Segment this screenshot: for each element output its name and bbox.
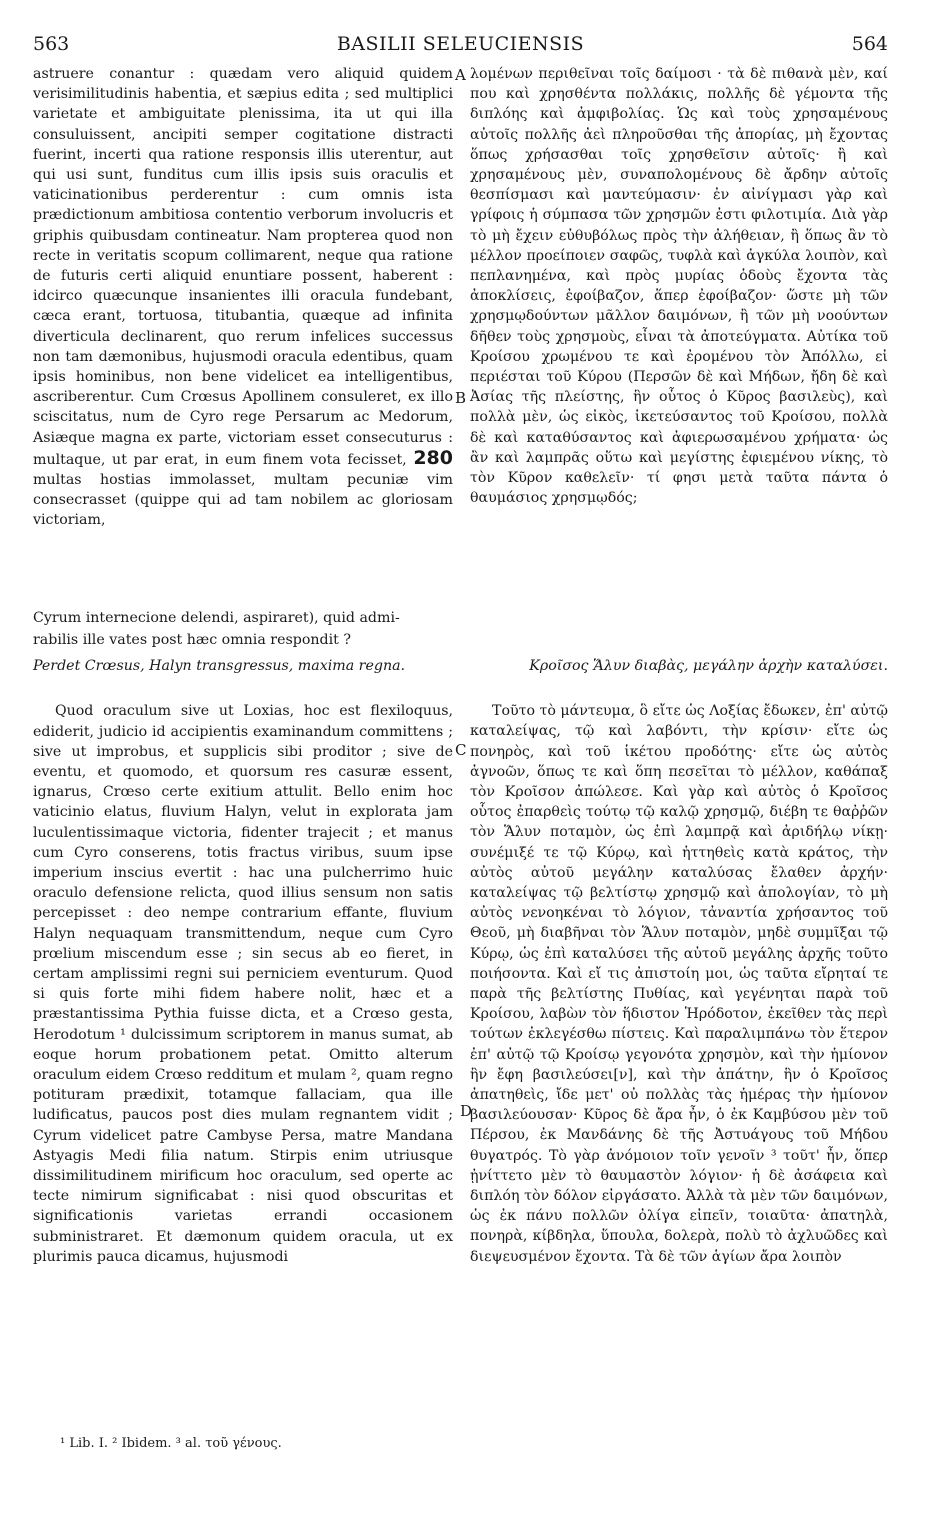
latin-column-lower [33,630,453,1267]
margin-marker-b: B [455,389,467,407]
page-number-left: 563 [33,33,70,55]
greek-paragraph-1: λομένων περιθεῖναι τοῖς δαίμοσι · τὰ δὲ πιθανὰ μὲν, καί που καὶ χρησθέντα πολλάκις, πολλῆς δὲ γέμοντα τῆς διπλόης καὶ ἀμφιβολίας. Ὡς καὶ τοὺς χρησαμένους αὐτοῖς πολλῆς ἀεὶ πληροῦσθαι τῆς ἀπορίας, μὴ ἔχοντας ὅπως χρήσασθαι τοῖς χρησθεῖσιν αὐτοῖς· ἢ καὶ χρησαμένους μὲν, συναπολομένους δὲ ἄρδην αὐτοῖς θεσπίσμασι καὶ μαντεύμασιν· ἐν αἰνίγμασι γὰρ καὶ γρίφοις ἡ σύμπασα τῶν χρησμῶν ἐστι φιλοτιμία. Διὰ γὰρ τὸ μὴ ἔχειν εὐθυβόλως πρὸς τὴν ἀλήθειαν, ἢ ὅπως ἂν τὸ μέλλον προείποιεν σαφῶς, τυφλὰ καὶ ἀγκύλα λοιπὸν, καὶ πεπλανημένα, καὶ πρὸς μυρίας ὁδοὺς ἔχοντα τὰς ἀποκλίσεις, ἐφοίβαζον, ἅπερ ἐφοίβαζον· ὥστε μὴ τῶν χρησμῳδούντων μᾶλλον δαιμόνων, ἢ τῶν μὴ νοούντων δῆθεν τοὺς χρησμοὺς, εἶναι τὰ ἀποτεύγματα. Αὐτίκα τοῦ Κροίσου χρωμένου τε καὶ ἐρομένου τὸν Ἀπόλλω, εἰ περιέσται τοῦ Κύρου (Περσῶν δὲ καὶ Μήδων, ἤδη δὲ καὶ Ἀσίας τῆς πλείστης, ἣν οὗτος ὁ Κῦρος βασιλεὺς), καὶ πολλὰ μὲν, ὡς εἰκὸς, ἱκετεύσαντος τοῦ Κροίσου, πολλὰ δὲ καὶ καταθύσαντος καὶ ἀφιερωσαμένου χρήματα· ὡς ἂν καὶ λαμπρᾶς οὕτω καὶ μεγίστης ἐφιεμένου νίκης, τὸ τὸν Κῦρον καθελεῖν· τί φησι μετὰ ταῦτα πάντα ὁ θαυμάσιος χρησμῳδός; [470,66,888,507]
page-header [33,33,888,63]
greek-column [470,64,888,508]
margin-marker-a: A [455,66,466,84]
column-number: 280 [413,446,453,469]
footnotes: ¹ Lib. I. ² Ibidem. ³ al. τοῦ γένους. [60,1436,282,1451]
latin-paragraph-1 [33,64,453,531]
full-width-line [33,608,888,628]
full-line-text: Cyrum internecione delendi, aspiraret), quid admi- [33,610,400,626]
latin-paragraph-1-end: rabilis ille vates post hæc omnia respondit ? [33,632,351,648]
latin-column [33,64,453,531]
latin-text-1: astruere conantur : quædam vero aliquid quidem verisimilitudinis habentia, et sæpius edita ; sed multiplici varietate et ambiguitate plenissima, ita ut qui illa consuluissent, ancipiti semper cogitatione distracti fuerint, incerti qua ratione responsis illis uterentur, aut qui usi sunt, funditus cum illis ipsis suis oraculis et vaticinationibus perderentur : cum omnis ista prædictionum ambitiosa contentio verborum involucris et griphis quibusdam contineatur. Nam propterea quod non recte in veritatis scopum collimarent, neque qua ratione de futuris certi aliquid enuntiare possent, haberent : idcirco quæcunque insanientes illi oracula fundebant, cæca erant, tortuosa, titubantia, quæque ad infinita diverticula declinarent, quo rerum infelices successus non tam dæmonibus, hujusmodi oracula edentibus, quam ipsis hominibus, non bene videlicet ea intelligentibus, ascriberentur. Cum Crœsus Apollinem consuleret, ex illo sciscitatus, num de Cyro rege Persarum ac Medorum, Asiæque magna ex parte, victoriam esset consecuturus : multaque, ut par erat, in eum finem vota fecisset, [33,66,453,468]
page-number-right: 564 [851,33,888,55]
latin-text-1b: multas hostias immolasset, multam pecuniæ vim consecrasset (quippe qui ad tam nobilem ac gloriosam victoriam, [33,472,453,529]
running-title: BASILII SELEUCIENSIS [336,33,585,55]
greek-paragraph-2: Τοῦτο τὸ μάντευμα, ὃ εἴτε ὡς Λοξίας ἔδωκεν, ἐπ' αὐτῷ καταλείψας, τῷ καὶ λαβόντι, τὴν κρίσιν· εἴτε ὡς πονηρὸς, καὶ τοῦ ἱκέτου προδότης· εἴτε ὡς αὐτὸς ἀγνοῶν, ὅπως τε καὶ ὅπη πεσεῖται τὸ μέλλον, καθάπαξ τὸν Κροῖσον ἀπώλεσε. Καὶ γὰρ καὶ αὐτὸς ὁ Κροῖσος οὗτος ἐπαρθεὶς τούτῳ τῷ καλῷ χρησμῷ, διέβη τε θαῤῥῶν τὸν Ἅλυν ποταμὸν, ὡς ἐπὶ λαμπρᾷ καὶ ἀριδήλῳ νίκῃ· συνέμιξέ τε τῷ Κύρῳ, καὶ ἡττηθεὶς κατὰ κράτος, τὴν αὐτὸς αὐτοῦ μεγάλην καταλύσας ἔλαθεν ἀρχήν· καταλείψας τῷ βελτίστῳ χρησμῷ καὶ ἀπολογίαν, τὸ μὴ αὐτὸς νενοηκέναι τὸ λόγιον, τἀναντία χρήσαντος τοῦ Θεοῦ, μὴ διαβῆναι τὸν Ἅλυν ποταμὸν, μηδὲ συμμῖξαι τῷ Κύρῳ, ὡς ἐπὶ καταλύσει τῆς αὐτοῦ μεγάλης ἀρχῆς τοῦτο ποιήσοντα. Καὶ εἴ τις ἀπιστοίη μοι, ὡς ταῦτα εἴρηταί τε παρὰ τῆς βελτίστης Πυθίας, καὶ γεγένηται παρὰ τοῦ Κροίσου, λαβὼν τὸν ἥδιστον Ἡρόδοτον, ἐκεῖθεν τὰς περὶ τούτων ἐκλεγέσθω πίστεις. Καὶ παραλιμπάνω τὸν ἕτερον ἐπ' αὐτῷ τῷ Κροίσῳ γεγονότα χρησμὸν, καὶ τὴν ἡμίονον ἣν ἔφη βασιλεύσει[ν], καὶ τὴν ἀπάτην, ἣν ὁ Κροῖσος ἀπατηθεὶς, ἴδε μετ' οὐ πολλὰς τὰς ἡμέρας τὴν ἡμίονον βασιλεύουσαν· Κῦρος δὲ ἄρα ἦν, ὁ ἐκ Καμβύσου μὲν τοῦ Πέρσου, ἐκ Μανδάνης δὲ τῆς Ἀστυάγους τοῦ Μήδου θυγατρός. Τὸ γὰρ ἀνόμοιον τοῖν γενοῖν ³ τοῦτ' ἦν, ὅπερ ᾐνίττετο μὲν τὸ θαυμαστὸν λόγιον· ἡ δὲ ἀσάφεια καὶ διπλόη τὸν δόλον εἰργάσατο. Ἀλλὰ τὰ μὲν τῶν δαιμόνων, ὡς ἐκ πάνυ πολλῶν ὀλίγα εἰπεῖν, τοιαῦτα· ἀπατηλὰ, πονηρὰ, κίβδηλα, ὕπουλα, δολερὰ, πολὺ τὸ ἀχλυῶδες καὶ διεψευσμένον ἔχοντα. Τὰ δὲ τῶν ἁγίων ἄρα λοιπὸν [470,703,888,1265]
greek-oracle-heading: Κροῖσος Ἅλυν διαβὰς, μεγάλην ἀρχὴν καταλύσει. [529,658,888,674]
margin-marker-d: D [460,1102,473,1120]
greek-column-lower [470,650,888,1267]
margin-marker-c: C [455,741,467,759]
latin-paragraph-2: Quod oraculum sive ut Loxias, hoc est flexiloquus, ediderit, judicio id accipientis examinandum committens ; sive ut improbus, et supplicis sibi proditor ; sive de eventu, et quomodo, et quorsum res casuræ essent, ignarus, Crœso certe exitium attulit. Bello enim hoc vaticinio elatus, fluvium Halyn, velut in explorata jam luculentissimaque victoria, fidenter trajecit ; et manus cum Cyro conserens, totis fractus viribus, suum ipse imperium inscius evertit : hac una pulcherrimo huic oraculo defensione relicta, quod illius sensum non satis percepisset : deo nempe contrarium effante, fluvium Halyn nequaquam transmittendum, neque cum Cyro prœlium miscendum esse ; sin secus ab eo fieret, in certam amplissimi regni sui perniciem eventurum. Quod si quis forte mihi fidem habere nolit, hæc et a præstantissima Pythia fuisse dicta, et a Crœso gesta, Herodotum ¹ dulcissimum scriptorem in manus sumat, ab eoque horum probationem petat. Omitto alterum oraculum eidem Crœso redditum et mulam ², quam regno potituram prædixit, totamque fallaciam, qua ille ludificatus, paucos post dies mulam regnantem vidit ; Cyrum videlicet patre Cambyse Persa, matre Mandana Astyagis Medi filia natum. Stirpis enim utriusque dissimilitudinem mirificum hoc oraculum, sed operte ac tecte nimirum significabat : nisi quod obscuritas et significationis varietas errandi occasionem subministraret. Et dæmonum quidem oracula, ut ex plurimis pauca dicamus, hujusmodi [33,703,453,1265]
latin-oracle-heading: Perdet Crœsus, Halyn transgressus, maxima regna. [33,658,406,675]
